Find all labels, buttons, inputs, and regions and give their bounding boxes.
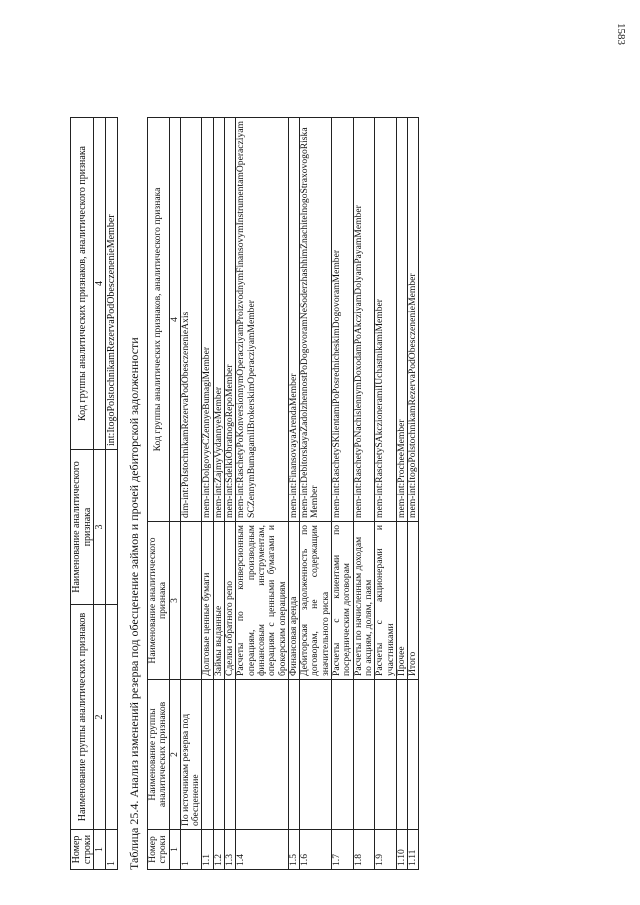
table-caption: Таблица 25.4. Анализ изменений резерва под обесценение займов и прочей дебиторской задолженности [127, 337, 141, 870]
attribute-name: Расчеты с акционерами и участниками [375, 522, 397, 680]
table-row [202, 118, 213, 870]
attribute-code: mem-int:FinansovayaArendaMember [288, 118, 299, 522]
index-cell: 2 [169, 680, 180, 830]
attribute-code: mem-int:SdelkiObratnogoRepoMember [225, 118, 236, 522]
header-cell: Номер строки [71, 830, 94, 870]
attribute-code: mem-int:ProcheeMember [396, 118, 407, 522]
table-row [353, 118, 375, 870]
row-number: 1.4 [236, 830, 288, 870]
row-number: 1.5 [288, 830, 299, 870]
index-cell: 1 [169, 830, 180, 870]
attribute-code: mem-int:RaschetySAkczioneramiIUchastnikamiMember [375, 118, 397, 522]
table-row [180, 118, 202, 870]
group-name: По источникам резерва под обесценение [180, 680, 202, 830]
attribute-name: Долговые ценные бумаги [202, 522, 213, 680]
rotated-content [70, 20, 630, 870]
attribute-name: Сделки обратного репо [225, 522, 236, 680]
table-header-row [148, 118, 170, 870]
table-continuation [70, 117, 118, 870]
index-cell: 1 [94, 830, 106, 870]
group-name [225, 680, 236, 830]
attribute-name: Дебиторская задолженность по договорам, не содержащим значительного риска [300, 522, 332, 680]
group-name [332, 680, 354, 830]
index-cell: 4 [94, 118, 106, 450]
attribute-code: mem-int:DolgovyeCZennyeBumagiMember [202, 118, 213, 522]
table-row [300, 118, 332, 870]
table-row [236, 118, 288, 870]
attribute-name: Займы выданные [213, 522, 224, 680]
group-name [408, 680, 419, 830]
row-number: 1.9 [375, 830, 397, 870]
attribute-code: mem-int:RaschetySKlientamiPoPosrednicheskimDogovoramMember [332, 118, 354, 522]
table-row [225, 118, 236, 870]
group-name [353, 680, 375, 830]
table-row [375, 118, 397, 870]
attribute-name: Расчеты с клиентами по посредническим договорам [332, 522, 354, 680]
group-name [288, 680, 299, 830]
row-number: 1.2 [213, 830, 224, 870]
group-name [202, 680, 213, 830]
header-cell: Наименование группы аналитических признаков [148, 680, 170, 830]
row-number: 1.3 [225, 830, 236, 870]
group-name [236, 680, 288, 830]
attribute-code: int:ItogoPolstochnikamRezervaPodObesczenenieMember [106, 118, 118, 450]
group-name [213, 680, 224, 830]
attribute-code: mem-int:RaschetyPoKonversionnymOperacziyamProizvodnymFinansovymInstrumentamOperacziyamSCZennymBumagamiIBrokerskimOperacziyamMember [236, 118, 288, 522]
table-index-row [94, 118, 106, 870]
attribute-name: Итого [408, 522, 419, 680]
table-row [332, 118, 354, 870]
attribute-code: mem-int:DebitorskayaZadolzhennostPoDogovoramNeSoderzhashhimZnachitelnogoStraxovogoRiskaMember [300, 118, 332, 522]
table-row [408, 118, 419, 870]
table-row [288, 118, 299, 870]
attribute-name: Прочее [396, 522, 407, 680]
attribute-code: mem-int:ZajmyVydannyeMember [213, 118, 224, 522]
row-number: 1.11 [408, 830, 419, 870]
header-cell: Номер строки [148, 830, 170, 870]
row-number: 1.6 [300, 830, 332, 870]
attribute-name: Расчеты по конверсионным операциям, производным финансовым инструментам, операциям с ценными бумагами и брокерским операциям [236, 522, 288, 680]
group-name [396, 680, 407, 830]
index-cell: 3 [169, 522, 180, 680]
group-name [106, 605, 118, 830]
table-index-row [169, 118, 180, 870]
index-cell: 2 [94, 605, 106, 830]
attribute-code: mem-int:RaschetyPoNachislennymDoxodamPoAkcziyamDolyamPayamMember [353, 118, 375, 522]
group-name [375, 680, 397, 830]
table-row [106, 118, 118, 870]
header-cell: Наименование группы аналитических признаков [71, 605, 94, 830]
row-number: 1 [106, 830, 118, 870]
header-cell: Наименование аналитического признака [71, 450, 94, 605]
reserve-analysis-table [147, 117, 419, 870]
attribute-name [180, 522, 202, 680]
index-cell: 4 [169, 118, 180, 522]
table-header-row [71, 118, 94, 870]
index-cell: 3 [94, 450, 106, 605]
table-row [213, 118, 224, 870]
page-number: 1583 [615, 23, 627, 45]
row-number: 1.7 [332, 830, 354, 870]
attribute-name: Расчеты по начисленным доходам по акциям, долям, паям [353, 522, 375, 680]
attribute-name: Финансовая аренда [288, 522, 299, 680]
header-cell: Код группы аналитических признаков, аналитического признака [148, 118, 170, 522]
attribute-name [106, 450, 118, 605]
group-name [300, 680, 332, 830]
attribute-code: dim-int:PoIstochnikamRezervaPodObesczenenieAxis [180, 118, 202, 522]
header-cell: Наименование аналитического признака [148, 522, 170, 680]
row-number: 1.8 [353, 830, 375, 870]
row-number: 1 [180, 830, 202, 870]
table-row [396, 118, 407, 870]
row-number: 1.1 [202, 830, 213, 870]
header-cell: Код группы аналитических признаков, аналитического признака [71, 118, 94, 450]
attribute-code: mem-int:ItogoPolstochnikamRezervaPodObesczenenieMember [408, 118, 419, 522]
row-number: 1.10 [396, 830, 407, 870]
